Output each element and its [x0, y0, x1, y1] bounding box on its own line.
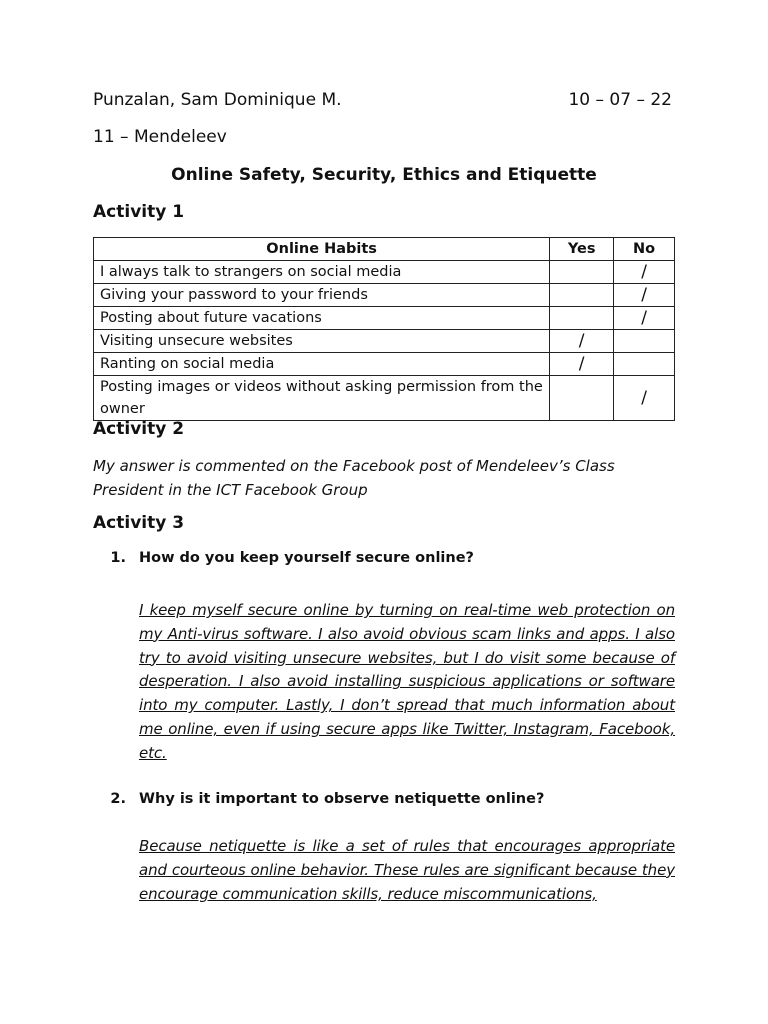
yes-cell: /: [550, 330, 614, 353]
habit-cell: I always talk to strangers on social media: [94, 261, 550, 284]
column-header-yes: Yes: [550, 238, 614, 261]
habit-cell: Visiting unsecure websites: [94, 330, 550, 353]
activity-3-heading: Activity 3: [93, 513, 185, 533]
class-section: 11 – Mendeleev: [93, 127, 227, 147]
yes-cell: [550, 261, 614, 284]
yes-cell: /: [550, 353, 614, 376]
habit-cell: Posting about future vacations: [94, 307, 550, 330]
no-cell: /: [614, 307, 675, 330]
column-header-no: No: [614, 238, 675, 261]
online-habits-table: [93, 237, 675, 421]
no-cell: /: [614, 376, 675, 421]
question-2-answer: Because netiquette is like a set of rules that encourages appropriate and courteous online behavior. These rules are significant because they encourage communication skills, reduce miscommunications,: [139, 837, 675, 903]
question-1-number: 1.: [110, 550, 126, 566]
no-cell: /: [614, 261, 675, 284]
question-1-text: How do you keep yourself secure online?: [139, 550, 474, 566]
yes-cell: [550, 307, 614, 330]
student-name: Punzalan, Sam Dominique M.: [93, 90, 342, 110]
no-cell: /: [614, 284, 675, 307]
date: 10 – 07 – 22: [568, 90, 672, 110]
table-row: [94, 261, 675, 284]
question-1-answer: I keep myself secure online by turning on real-time web protection on my Anti-virus software. I also avoid obvious scam links and apps. I also try to avoid visiting unsecure websites, but I do visit some because of desperation. I also avoid installing suspicious applications or software into my computer. Lastly, I don’t spread that much information about me online, even if using secure apps like Twitter, Instagram, Facebook, etc.: [139, 601, 675, 762]
table-row: [94, 330, 675, 353]
yes-cell: [550, 284, 614, 307]
table-header-row: [94, 238, 675, 261]
habit-cell: Posting images or videos without asking permission from the owner: [94, 376, 550, 421]
habit-cell: Giving your password to your friends: [94, 284, 550, 307]
document-title: Online Safety, Security, Ethics and Etiquette: [171, 165, 597, 185]
table-row: [94, 353, 675, 376]
table-row: [94, 284, 675, 307]
question-2-text: Why is it important to observe netiquette online?: [139, 791, 545, 807]
column-header-habits: Online Habits: [94, 238, 550, 261]
habit-cell: Ranting on social media: [94, 353, 550, 376]
table-row: [94, 376, 675, 421]
table-row: [94, 307, 675, 330]
no-cell: [614, 353, 675, 376]
activity-2-answer: My answer is commented on the Facebook post of Mendeleev’s Class President in the ICT Facebook Group: [93, 457, 615, 499]
no-cell: [614, 330, 675, 353]
question-2-number: 2.: [110, 791, 126, 807]
activity-1-heading: Activity 1: [93, 202, 185, 222]
yes-cell: [550, 376, 614, 421]
activity-2-heading: Activity 2: [93, 419, 185, 439]
